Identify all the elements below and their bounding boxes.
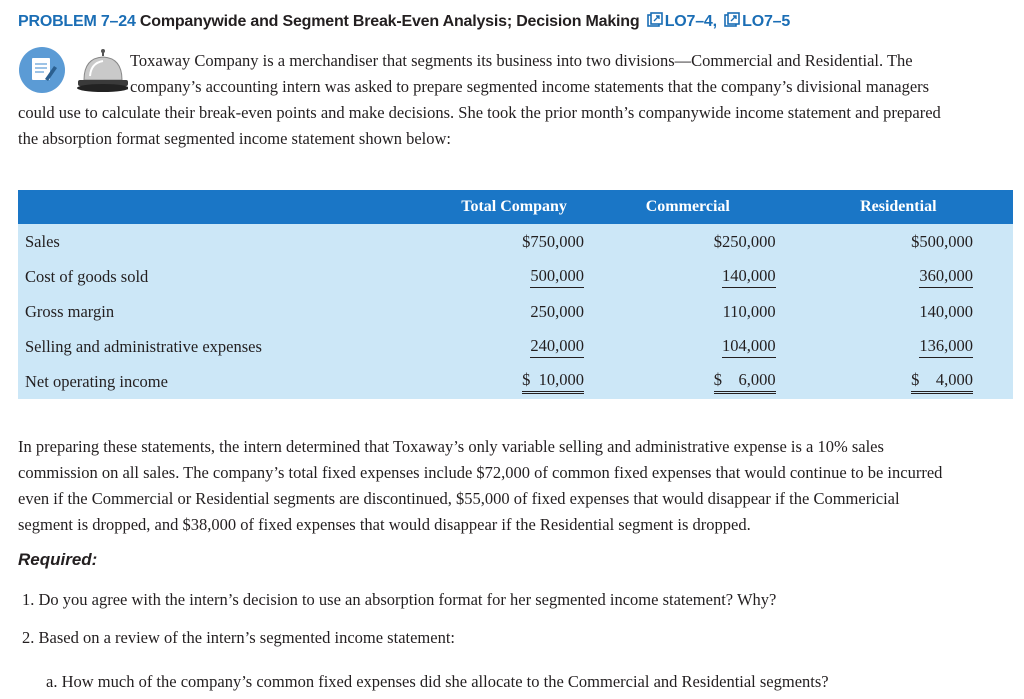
- cell-residential: [784, 294, 1013, 329]
- header-total-company: Total Company: [436, 190, 592, 224]
- details-line-4: segment is dropped, and $38,000 of fixed expenses that would disappear if the Residential segment is dropped.: [18, 515, 751, 534]
- table-row: [18, 364, 1013, 399]
- details-line-3: even if the Commercial or Residential segments are discontinued, $55,000 of fixed expenses that would disappear if the Commericial: [18, 489, 900, 508]
- value-commercial: 140,000: [722, 266, 776, 288]
- value-total: $750,000: [522, 231, 584, 251]
- value-commercial: $ 6,000: [714, 370, 776, 394]
- row-label: Cost of goods sold: [25, 266, 149, 286]
- value-commercial: 110,000: [722, 301, 776, 321]
- segmented-income-statement: [18, 190, 1013, 399]
- value-commercial: 104,000: [722, 336, 776, 358]
- value-total: 500,000: [530, 266, 584, 288]
- table-row: [18, 294, 1013, 329]
- table-row: [18, 259, 1013, 294]
- cell-total: [436, 294, 592, 329]
- row-label: Net operating income: [25, 371, 168, 391]
- header-residential: Residential: [784, 190, 1013, 224]
- row-label: Gross margin: [25, 301, 115, 321]
- intro-line-1: Toxaway Company is a merchandiser that segments its business into two divisions—Commercial and Residential. The: [130, 51, 913, 70]
- value-commercial: $250,000: [713, 231, 776, 251]
- table-row: [18, 224, 1013, 259]
- intro-line-3: could use to calculate their break-even points and make decisions. She took the prior month’s companywide income statement and prepared: [18, 103, 941, 122]
- value-residential: 140,000: [919, 301, 973, 321]
- cell-total: [436, 259, 592, 294]
- cell-total: [436, 224, 592, 259]
- details-line-2: commission on all sales. The company’s total fixed expenses include $72,000 of common fixed expenses that would continue to be incurred: [18, 463, 943, 482]
- cell-commercial: [592, 364, 784, 399]
- lo-link-icon[interactable]: [724, 12, 740, 33]
- cell-commercial: [592, 224, 784, 259]
- value-total: 240,000: [530, 336, 584, 358]
- problem-title: [18, 12, 790, 33]
- lo-link-icon[interactable]: [647, 12, 663, 33]
- value-residential: $ 4,000: [911, 370, 973, 394]
- header-blank: [18, 190, 436, 224]
- question-2a: a. How much of the company’s common fixed expenses did she allocate to the Commercial and Residential segments?: [46, 672, 829, 691]
- table-row: [18, 329, 1013, 364]
- cell-residential: [784, 329, 1013, 364]
- value-total: $ 10,000: [522, 370, 584, 394]
- row-label: Sales: [25, 231, 60, 251]
- row-label: Selling and administrative expenses: [25, 336, 262, 356]
- cell-commercial: [592, 294, 784, 329]
- question-1: 1. Do you agree with the intern’s decision to use an absorption format for her segmented income statement? Why?: [22, 590, 777, 609]
- intro-line-2: company’s accounting intern was asked to prepare segmented income statements that the company’s divisional managers: [130, 77, 930, 96]
- cell-residential: [784, 259, 1013, 294]
- cell-total: [436, 364, 592, 399]
- cell-residential: [784, 224, 1013, 259]
- cell-commercial: [592, 329, 784, 364]
- cell-residential: [784, 364, 1013, 399]
- intro-paragraph: [18, 48, 1008, 152]
- question-2: 2. Based on a review of the intern’s segmented income statement:: [22, 628, 455, 647]
- value-residential: 136,000: [919, 336, 973, 358]
- value-residential: 360,000: [919, 266, 973, 288]
- lo-link-2[interactable]: LO7–5: [742, 13, 791, 30]
- header-commercial: Commercial: [592, 190, 784, 224]
- problem-title-text: Companywide and Segment Break-Even Analysis; Decision Making: [139, 13, 640, 30]
- lo-link-1[interactable]: LO7–4,: [664, 13, 717, 30]
- table-header-row: [18, 190, 1013, 224]
- intro-line-4: the absorption format segmented income statement shown below:: [18, 129, 452, 148]
- required-heading: Required:: [18, 550, 98, 569]
- value-residential: $500,000: [911, 231, 973, 251]
- details-paragraph: [18, 434, 1008, 538]
- cell-total: [436, 329, 592, 364]
- problem-number: PROBLEM 7–24: [18, 13, 136, 30]
- value-total: 250,000: [530, 301, 584, 321]
- details-line-1: In preparing these statements, the intern determined that Toxaway’s only variable selling and administrative expense is a 10% sales: [18, 437, 884, 456]
- cell-commercial: [592, 259, 784, 294]
